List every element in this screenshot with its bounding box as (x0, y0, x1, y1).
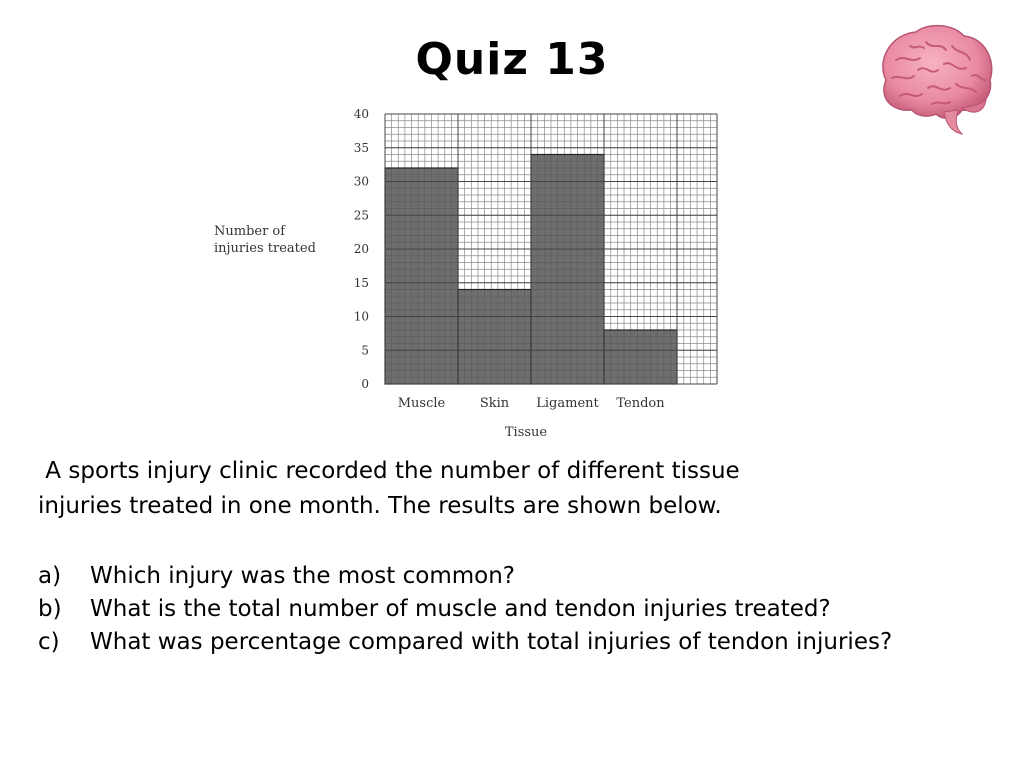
y-tick-labels (354, 107, 369, 391)
question-a-label: a) (38, 563, 62, 589)
injury-bar-chart (200, 100, 760, 450)
intro-text (38, 454, 998, 524)
y-tick-10: 10 (353, 309, 369, 324)
y-tick-30: 30 (353, 174, 369, 189)
x-tick-ligament: Ligament (536, 396, 599, 411)
bar-ligament (531, 155, 604, 385)
question-b (38, 593, 998, 626)
x-tick-skin: Skin (479, 396, 510, 411)
y-tick-35: 35 (353, 140, 369, 155)
intro-line-2: injuries treated in one month. The results are shown below. (38, 493, 722, 519)
quiz-title: Quiz 13 (415, 34, 609, 85)
y-tick-15: 15 (353, 275, 369, 290)
bar-skin (458, 290, 531, 385)
bar-muscle (385, 168, 458, 384)
y-tick-20: 20 (353, 242, 369, 256)
y-axis-label-line1: Number of (214, 224, 286, 239)
x-tick-labels (398, 396, 666, 411)
question-list (38, 560, 998, 659)
y-tick-40: 40 (353, 107, 369, 121)
question-c-label: c) (38, 629, 60, 655)
question-b-text: What is the total number of muscle and tendon injuries treated? (90, 596, 831, 622)
y-tick-25: 25 (353, 208, 369, 223)
y-tick-0: 0 (361, 377, 369, 391)
question-a (38, 560, 998, 593)
question-a-text: Which injury was the most common? (90, 563, 515, 589)
x-tick-muscle: Muscle (397, 396, 446, 411)
question-b-label: b) (38, 596, 62, 622)
question-c (38, 626, 998, 659)
x-tick-tendon: Tendon (616, 396, 665, 411)
y-tick-5: 5 (361, 343, 369, 358)
intro-line-1: A sports injury clinic recorded the number of different tissue (38, 458, 740, 484)
x-axis-label: Tissue (504, 425, 548, 440)
y-axis-label (214, 224, 316, 256)
bar-tendon (604, 330, 677, 384)
y-axis-label-line2: injuries treated (214, 241, 316, 256)
question-c-text: What was percentage compared with total injuries of tendon injuries? (90, 629, 893, 655)
brain-icon (866, 20, 998, 138)
